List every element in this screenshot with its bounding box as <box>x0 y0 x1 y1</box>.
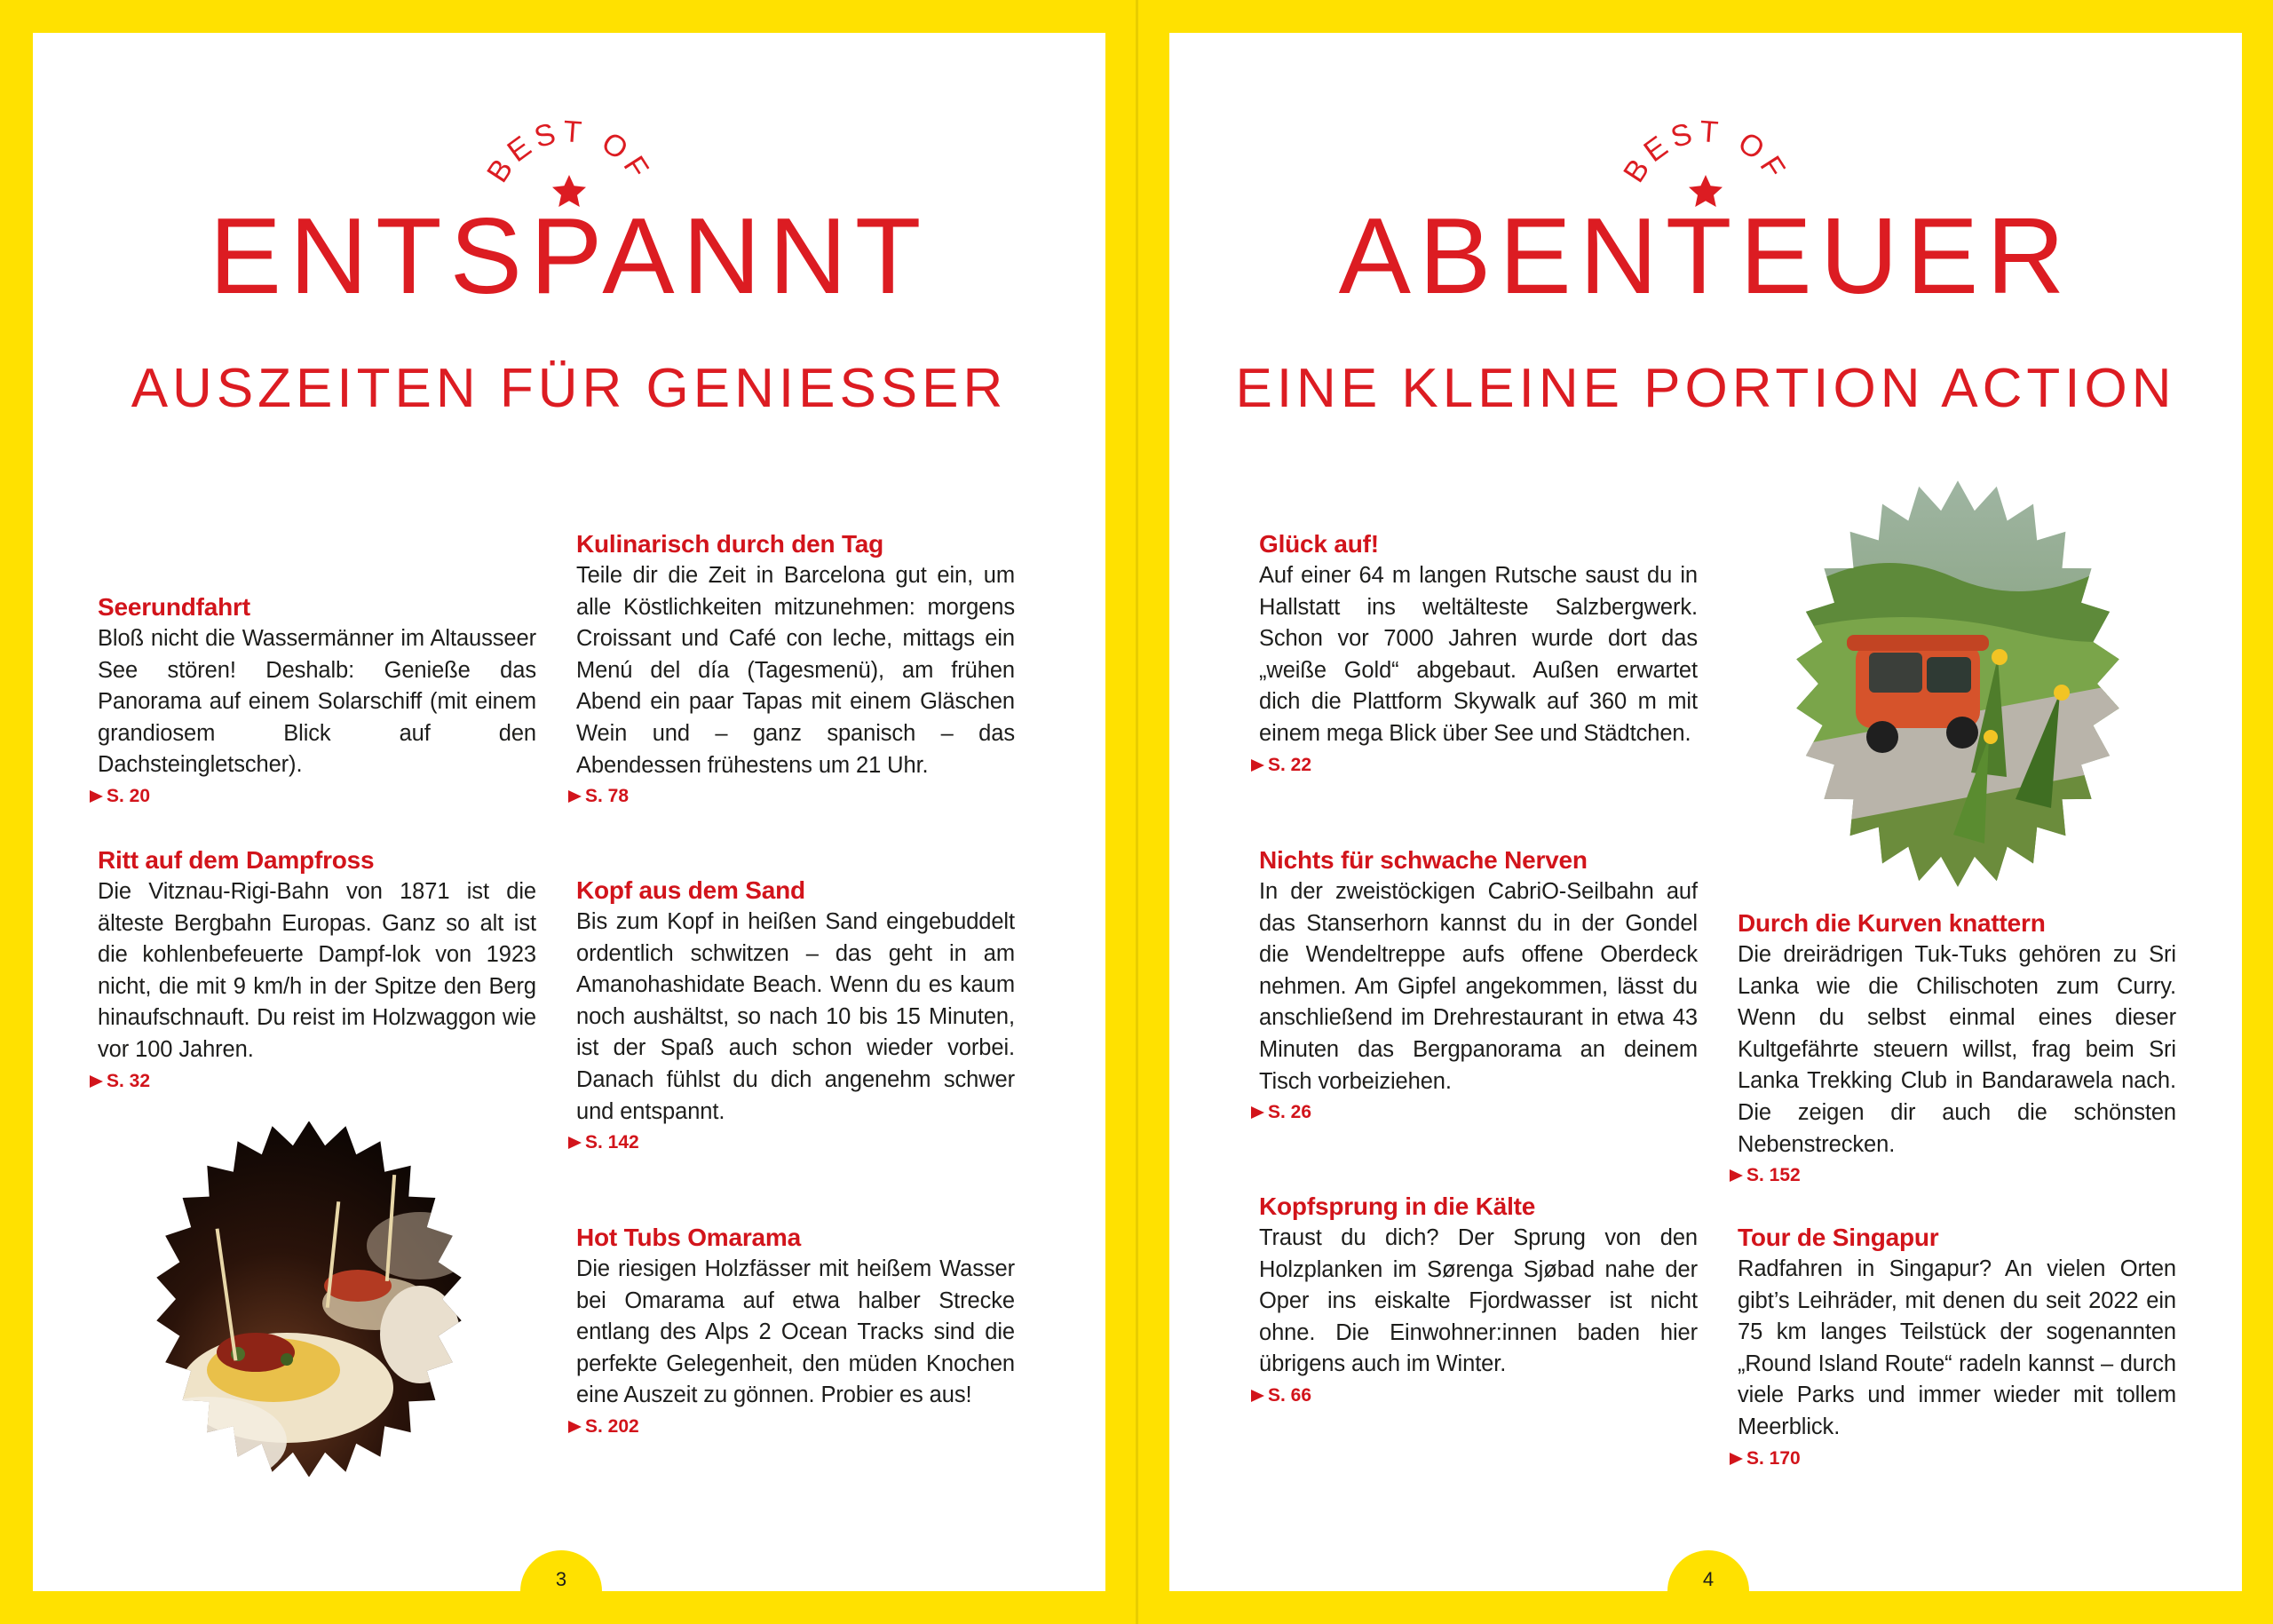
entry-tour-de-singapur <box>1738 1222 2176 1474</box>
page-reference: S. 142 <box>568 1128 1015 1158</box>
entry-text: Auf einer 64 m langen Rutsche saust du in Hallstatt ins weltälteste Salzbergwerk. Schon vor 7000 Jahren wurde dort das „weiße Gold“ abgebaut. Außen erwartet dich die Plattform Skywalk auf 360 m mit einem mega Blick über See und Städtchen. <box>1259 563 1698 746</box>
page-number: 3 <box>520 1550 602 1591</box>
entry-kopf-aus-dem-sand <box>576 875 1015 1158</box>
page-number: 4 <box>1667 1550 1749 1591</box>
page-reference: S. 66 <box>1251 1381 1698 1411</box>
entry-glueck-auf <box>1259 528 1698 780</box>
entry-seerundfahrt <box>98 591 536 812</box>
entry-kurven-knattern <box>1738 907 2176 1191</box>
page-reference: S. 78 <box>568 781 1015 812</box>
entry-text: Die Vitznau-Rigi-Bahn von 1871 ist die älteste Bergbahn Europas. Ganz so alt ist die kohlenbefeuerte Dampf-lok von 1923 nicht, die mit 9 km/h in der Spitze den Berg hinaufschnauft. Du reist im Holzwaggon wie vor 100 Jahren. <box>98 879 536 1062</box>
page-subtitle: AUSZEITEN FÜR GENIESSER <box>131 358 1008 419</box>
page-entspannt <box>33 33 1105 1591</box>
entry-text: Bloß nicht die Wassermänner im Altausseer See stören! Deshalb: Genieße das Panorama auf einem Solarschiff (mit einem grandiosem Blick auf den Dachsteingletscher). <box>98 626 536 778</box>
page-title: ENTSPANNT <box>209 195 930 316</box>
entry-heading: Hot Tubs Omarama <box>576 1224 801 1251</box>
entry-heading: Kopf aus dem Sand <box>576 876 805 904</box>
entry-heading: Tour de Singapur <box>1738 1224 1939 1251</box>
tuk-tuk-photo <box>1794 479 2122 888</box>
page-reference: S. 152 <box>1730 1161 2176 1191</box>
entry-text: Die riesigen Holzfässer mit heißem Wasser bei Omarama auf etwa halber Strecke entlang des Alps 2 Ocean Tracks sind die perfekte Gelegenheit, den müden Knochen eine Auszeit zu gönnen. Probier es aus! <box>576 1256 1015 1408</box>
entry-hot-tubs <box>576 1222 1015 1442</box>
entry-heading: Ritt auf dem Dampfross <box>98 846 375 874</box>
entry-dampfross <box>98 844 536 1097</box>
best-of-text: BEST OF <box>1617 115 1794 189</box>
entry-text: Bis zum Kopf in heißen Sand eingebuddelt ordentlich schwitzen – das geht in am Amanohashidate Beach. Wenn du es kaum noch aushältst, so nach 10 bis 15 Minuten, ist der Spaß auch schon wieder vorbei. Danach fühlst du dich angenehm schwer und entspannt. <box>576 909 1015 1124</box>
entry-kopfsprung <box>1259 1191 1698 1411</box>
entry-heading: Seerundfahrt <box>98 593 250 621</box>
best-of-text: BEST OF <box>480 115 658 189</box>
entry-text: Teile dir die Zeit in Barcelona gut ein, um alle Köstlichkeiten mitzunehmen: morgens Croissant und Café con leche, mittags ein Menú del día (Tagesmenü), am frühen Abend ein paar Tapas mit einem Gläschen Wein und – ganz spanisch – das Abendessen frühestens um 21 Uhr. <box>576 563 1015 778</box>
entry-text: Radfahren in Singapur? An vielen Orten gibt’s Leihräder, mit denen du seit 2022 ein 75 km langes Teilstück der sogenannten „Round Island Route“ radeln kannst – durch viele Parks und immer wieder mit tollem Meerblick. <box>1738 1256 2176 1439</box>
page-reference: S. 202 <box>568 1412 1015 1442</box>
entry-text: Die dreirädrigen Tuk-Tuks gehören zu Sri Lanka wie die Chilischoten zum Curry. Wenn du selbst einmal eines dieser Kultgefährte steuern willst, frag beim Sri Lanka Trekking Club in Bandarawela nach. Die zeigen dir auch die schönsten Nebenstrecken. <box>1738 942 2176 1157</box>
entry-heading: Kulinarisch durch den Tag <box>576 530 884 558</box>
page-reference: S. 20 <box>90 781 536 812</box>
entry-schwache-nerven <box>1259 844 1698 1128</box>
page-abenteuer <box>1169 33 2242 1591</box>
page-reference: S. 170 <box>1730 1444 2176 1474</box>
entry-heading: Durch die Kurven knattern <box>1738 909 2046 937</box>
page-reference: S. 26 <box>1251 1097 1698 1128</box>
entry-text: Traust du dich? Der Sprung von den Holzplanken im Sørenga Sjøbad nahe der Oper ins eiskalte Fjordwasser ist nicht ohne. Die Einwohner:innen baden hier übrigens auch im Winter. <box>1259 1225 1698 1377</box>
entry-kulinarisch <box>576 528 1015 812</box>
page-reference: S. 32 <box>90 1066 536 1097</box>
entry-text: In der zweistöckigen CabriO-Seilbahn auf das Stanserhorn kannst du in der Gondel die Wendeltreppe aufs offene Oberdeck nehmen. Am Gipfel angekommen, lässt du anschließend im Drehrestaurant in etwa 43 Minuten das Bergpanorama an deinem Tisch vorbeiziehen. <box>1259 879 1698 1094</box>
entry-heading: Kopfsprung in die Kälte <box>1259 1192 1536 1220</box>
spine-divider <box>1136 0 1138 1624</box>
entry-heading: Nichts für schwache Nerven <box>1259 846 1588 874</box>
tapas-photo <box>154 1121 464 1477</box>
page-reference: S. 22 <box>1251 750 1698 780</box>
page-title: ABENTEUER <box>1338 195 2073 316</box>
entry-heading: Glück auf! <box>1259 530 1379 558</box>
page-subtitle: EINE KLEINE PORTION ACTION <box>1235 358 2176 419</box>
